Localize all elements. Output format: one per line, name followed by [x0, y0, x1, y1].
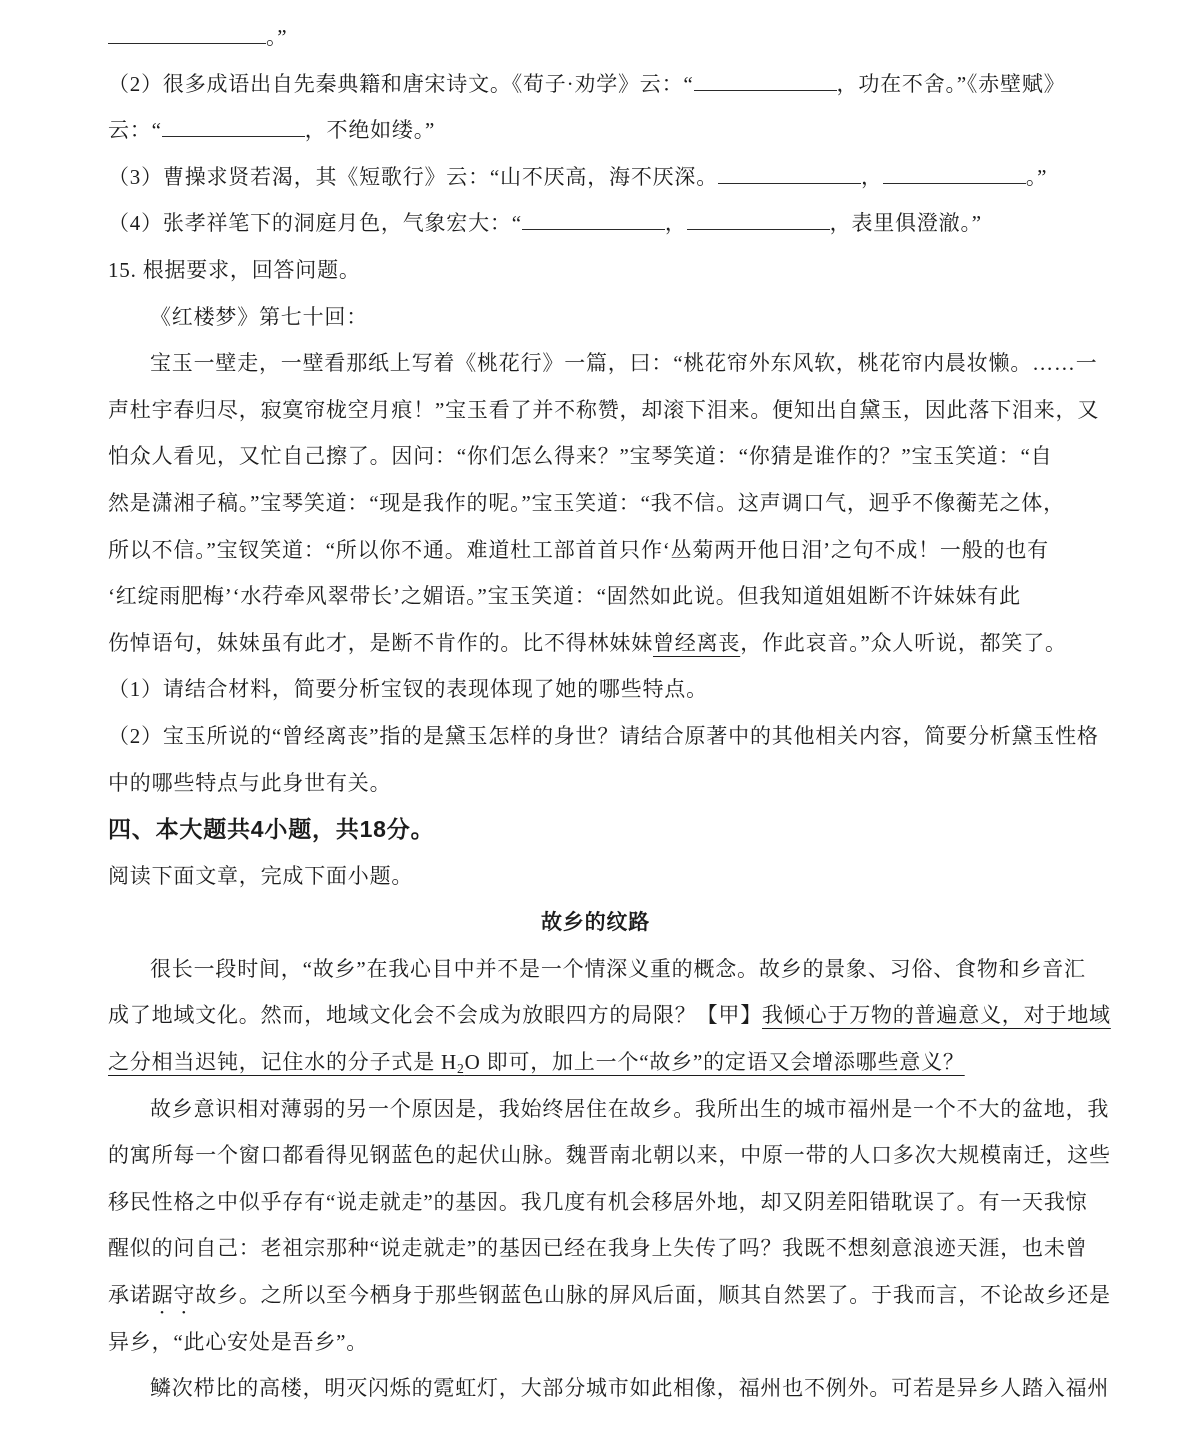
text-segment: 我倾心于万物的普遍意义，对于地域 [762, 1003, 1111, 1028]
text-segment: 之分相当迟钝，记住水的分子式是 H [108, 1050, 458, 1075]
fill-in-blank [162, 115, 305, 137]
text-segment: 声杜宇春归尽，寂寞帘栊空月痕！”宝玉看了并不称赞，却滚下泪来。便知出自黛玉，因此落下泪来，又 [108, 397, 1100, 422]
text-line-7 [108, 294, 1083, 341]
text-line-8 [108, 340, 1098, 387]
text-segment: 《红楼梦》第七十回： [150, 304, 368, 329]
text-line-18 [108, 806, 1083, 853]
text-line-29 [108, 1319, 1083, 1366]
text-segment: 四、本大题共4小题，共18分。 [108, 816, 435, 843]
fill-in-blank [694, 68, 837, 90]
text-line-26 [108, 1179, 1088, 1226]
text-segment: ，作此哀音。”众人听说，都笑了。 [740, 630, 1067, 655]
text-segment: 中的哪些特点与此身世有关。 [108, 770, 392, 795]
text-line-1 [108, 14, 1083, 61]
text-segment: （4）张孝祥笔下的洞庭月色，气象宏大：“ [108, 211, 522, 236]
text-segment: （2）很多成语出自先秦典籍和唐宋诗文。《荀子·劝学》云：“ [108, 71, 694, 96]
text-line-28 [108, 1272, 1111, 1319]
text-line-21 [108, 946, 1086, 993]
underlined-text [762, 1003, 1111, 1027]
text-segment: 故乡意识相对薄弱的另一个原因是，我始终居住在故乡。我所出生的城市福州是一个不大的盆地，我 [150, 1096, 1110, 1121]
text-segment: 移民性格之中似乎存有“说走就走”的基因。我几度有机会移居外地，却又阴差阳错耽误了。有一天我惊 [108, 1189, 1088, 1214]
text-line-30 [108, 1365, 1110, 1412]
text-line-4 [108, 154, 1083, 201]
text-segment: （1）请结合材料，简要分析宝钗的表现体现了她的哪些特点。 [108, 677, 708, 702]
text-line-11 [108, 480, 1083, 527]
text-segment: ‘红绽雨肥梅’‘水荇牵风翠带长’之媚语。”宝玉笑道：“固然如此说。但我知道姐姐断不许妹妹有此 [108, 584, 1021, 609]
text-line-14 [108, 620, 1083, 667]
text-segment: ，不绝如缕。” [304, 118, 436, 143]
text-segment: ， [861, 164, 883, 189]
text-segment: （2）宝玉所说的“曾经离丧”指的是黛玉怎样的身世？请结合原著中的其他相关内容，简要分析黛玉性格 [108, 723, 1099, 748]
text-segment: 15. 根据要求，回答问题。 [108, 257, 361, 282]
text-segment: 醒似的问自己：老祖宗那种“说走就走”的基因已经在我身上失传了吗？我既不想刻意浪迹天涯，也未曾 [108, 1236, 1088, 1261]
subscript-text: 2 [457, 1061, 465, 1077]
text-segment: 阅读下面文章，完成下面小题。 [108, 863, 414, 888]
text-segment: 故乡的纹路 [541, 910, 650, 935]
text-line-12 [108, 527, 1083, 574]
text-segment: 很长一段时间，“故乡”在我心目中并不是一个情深义重的概念。故乡的景象、习俗、食物和乡音汇 [150, 956, 1086, 981]
text-segment: 伤悼语句，妹妹虽有此才，是断不肯作的。比不得林妹妹 [108, 630, 653, 655]
text-segment: 成了地域文化。然而，地域文化会不会成为放眼四方的局限？【甲】 [108, 1003, 762, 1028]
text-segment: 承诺 [108, 1283, 152, 1308]
text-segment: ，表里俱澄澈。” [829, 211, 982, 236]
text-segment: 异乡，“此心安处是吾乡”。 [108, 1329, 369, 1354]
text-line-24 [108, 1086, 1110, 1133]
underlined-text [108, 1050, 965, 1077]
text-line-13 [108, 573, 1083, 620]
document-body [108, 14, 1111, 1412]
text-line-20 [108, 899, 1083, 946]
text-segment: （3）曹操求贤若渴，其《短歌行》云：“山不厌高，海不厌深。 [108, 164, 719, 189]
text-segment: 然是潇湘子稿。”宝琴笑道：“现是我作的呢。”宝玉笑道：“我不信。这声调口气，迥乎不像蘅芜之体， [108, 490, 1065, 515]
fill-in-blank [718, 161, 861, 183]
text-segment: 宝玉一壁走，一壁看那纸上写着《桃花行》一篇，曰：“桃花帘外东风软，桃花帘内晨妆懒。……一 [150, 351, 1098, 376]
text-line-15 [108, 666, 1083, 713]
text-line-3 [108, 107, 1083, 154]
fill-in-blank [522, 208, 665, 230]
text-segment: 云：“ [108, 118, 162, 143]
text-segment: O 即可，加上一个“故乡”的定语又会增添哪些意义？ [464, 1050, 965, 1075]
underlined-text [653, 631, 740, 655]
text-segment: 曾经离丧 [653, 630, 741, 655]
text-segment: 所以不信。”宝钗笑道：“所以你不通。难道杜工部首首只作‘丛菊两开他日泪’之句不成！一般的也有 [108, 537, 1049, 562]
text-segment: 的寓所每一个窗口都看得见钢蓝色的起伏山脉。魏晋南北朝以来，中原一带的人口多次大规模南迁，这些 [108, 1143, 1111, 1168]
text-line-10 [108, 433, 1083, 480]
text-segment: 故乡。之所以至今栖身于那些钢蓝色山脉的屏风后面，顺其自然罢了。于我而言，不论故乡还是 [195, 1283, 1111, 1308]
text-line-17 [108, 760, 1083, 807]
text-line-16 [108, 713, 1099, 760]
text-segment: ，功在不舍。”《赤壁赋》 [836, 71, 1066, 96]
text-line-19 [108, 853, 1083, 900]
text-segment: ， [664, 211, 687, 236]
text-segment: 怕众人看见，又忙自己擦了。因问：“你们怎么得来？”宝琴笑道：“你猜是谁作的？”宝玉笑道：“自 [108, 444, 1053, 469]
text-line-5 [108, 200, 1083, 247]
text-line-2 [108, 61, 1083, 108]
text-line-25 [108, 1132, 1111, 1179]
text-segment: 。” [1025, 164, 1048, 189]
text-line-22 [108, 992, 1111, 1039]
fill-in-blank [883, 161, 1026, 183]
fill-in-blank [108, 22, 266, 44]
fill-in-blank [687, 208, 830, 230]
text-segment: 。” [266, 25, 288, 49]
text-line-23 [108, 1039, 1083, 1086]
text-line-9 [108, 387, 1100, 434]
text-segment: 鳞次栉比的高楼，明灭闪烁的霓虹灯，大部分城市如此相像，福州也不例外。可若是异乡人踏入福州 [150, 1376, 1110, 1401]
text-line-27 [108, 1225, 1088, 1272]
text-line-6 [108, 247, 1083, 294]
emphasis-dots-text: 踞守 [151, 1283, 196, 1308]
